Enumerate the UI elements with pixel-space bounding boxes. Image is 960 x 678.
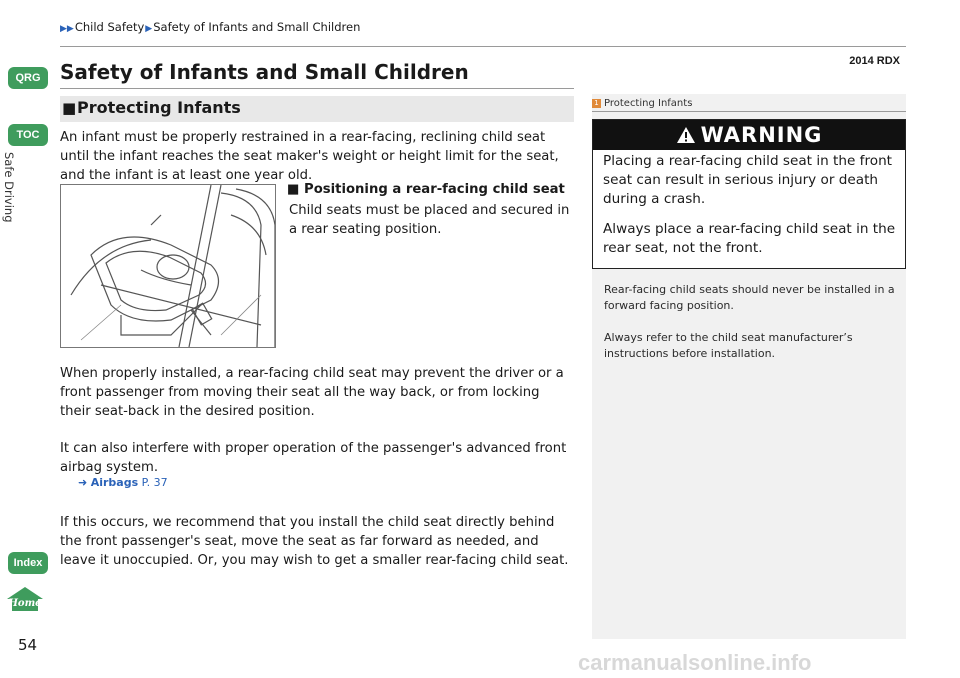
note-text-2: Always refer to the child seat manufacturer’s instructions before installation. xyxy=(604,331,853,360)
svg-text:Home: Home xyxy=(8,598,42,609)
warning-text-1: Placing a rear-facing child seat in the front seat can result in serious injury or death during a crash. xyxy=(603,153,893,207)
section-square-icon: ■ xyxy=(62,99,77,117)
warning-triangle-icon xyxy=(676,126,696,144)
warning-header xyxy=(593,120,905,150)
warning-box xyxy=(592,119,906,269)
paragraph-seat-position: When properly installed, a rear-facing child seat may prevent the driver or a front passenger from moving their seat all the way back, or from locking their seat-back in the desired position. xyxy=(60,366,564,419)
breadcrumb-arrow-icon: ▶ xyxy=(145,24,153,34)
index-button[interactable]: Index xyxy=(8,552,48,574)
model-label: 2014 RDX xyxy=(849,55,900,67)
title-divider xyxy=(60,88,574,89)
child-seat-illustration-icon xyxy=(61,185,275,347)
warning-text-2: Always place a rear-facing child seat in the rear seat, not the front. xyxy=(603,221,896,256)
home-button[interactable] xyxy=(3,585,47,613)
toc-button[interactable]: TOC xyxy=(8,124,48,146)
chapter-side-label: Safe Driving xyxy=(2,152,16,223)
note-heading: 1 Protecting Infants xyxy=(592,98,692,109)
qrg-button[interactable]: QRG xyxy=(8,67,48,89)
paragraph-recommendation: If this occurs, we recommend that you install the child seat directly behind the front passenger's seat, move the seat as far forward as needed, and leave it unoccupied. Or, you may wish to get a smaller rear-facing child seat. xyxy=(60,515,569,568)
section-heading-bar xyxy=(60,96,574,122)
warning-label: WARNING xyxy=(700,123,823,147)
header-divider xyxy=(60,46,906,47)
note-text-1: Rear-facing child seats should never be installed in a forward facing position. xyxy=(604,283,895,312)
home-icon xyxy=(3,585,47,613)
note-divider xyxy=(592,111,906,112)
paragraph-airbag: It can also interfere with proper operation of the passenger's advanced front airbag system. xyxy=(60,441,567,475)
breadcrumb-link-child-safety[interactable]: Child Safety xyxy=(74,20,145,34)
section-title: Protecting Infants xyxy=(77,98,241,117)
subsection-body: Child seats must be placed and secured in a rear seating position. xyxy=(289,203,570,237)
airbags-cross-reference-link[interactable]: ➜ Airbags P. 37 xyxy=(78,476,168,489)
watermark: carmanualsonline.info xyxy=(578,650,812,675)
breadcrumb xyxy=(60,20,360,34)
subsection-heading: ■ Positioning a rear-facing child seat xyxy=(287,182,565,197)
breadcrumb-arrow-icon: ▶▶ xyxy=(60,24,74,34)
link-arrow-icon: ➜ xyxy=(78,476,88,489)
page-title: Safety of Infants and Small Children xyxy=(60,60,469,84)
note-number-icon: 1 xyxy=(592,99,601,108)
breadcrumb-current: Safety of Infants and Small Children xyxy=(153,20,361,34)
intro-paragraph: An infant must be properly restrained in a rear-facing, reclining child seat until the infant reaches the seat maker's weight or height limit for the seat, and the infant is at least one year old. xyxy=(60,130,559,183)
rear-facing-child-seat-illustration xyxy=(60,184,276,348)
page-number: 54 xyxy=(18,636,38,654)
